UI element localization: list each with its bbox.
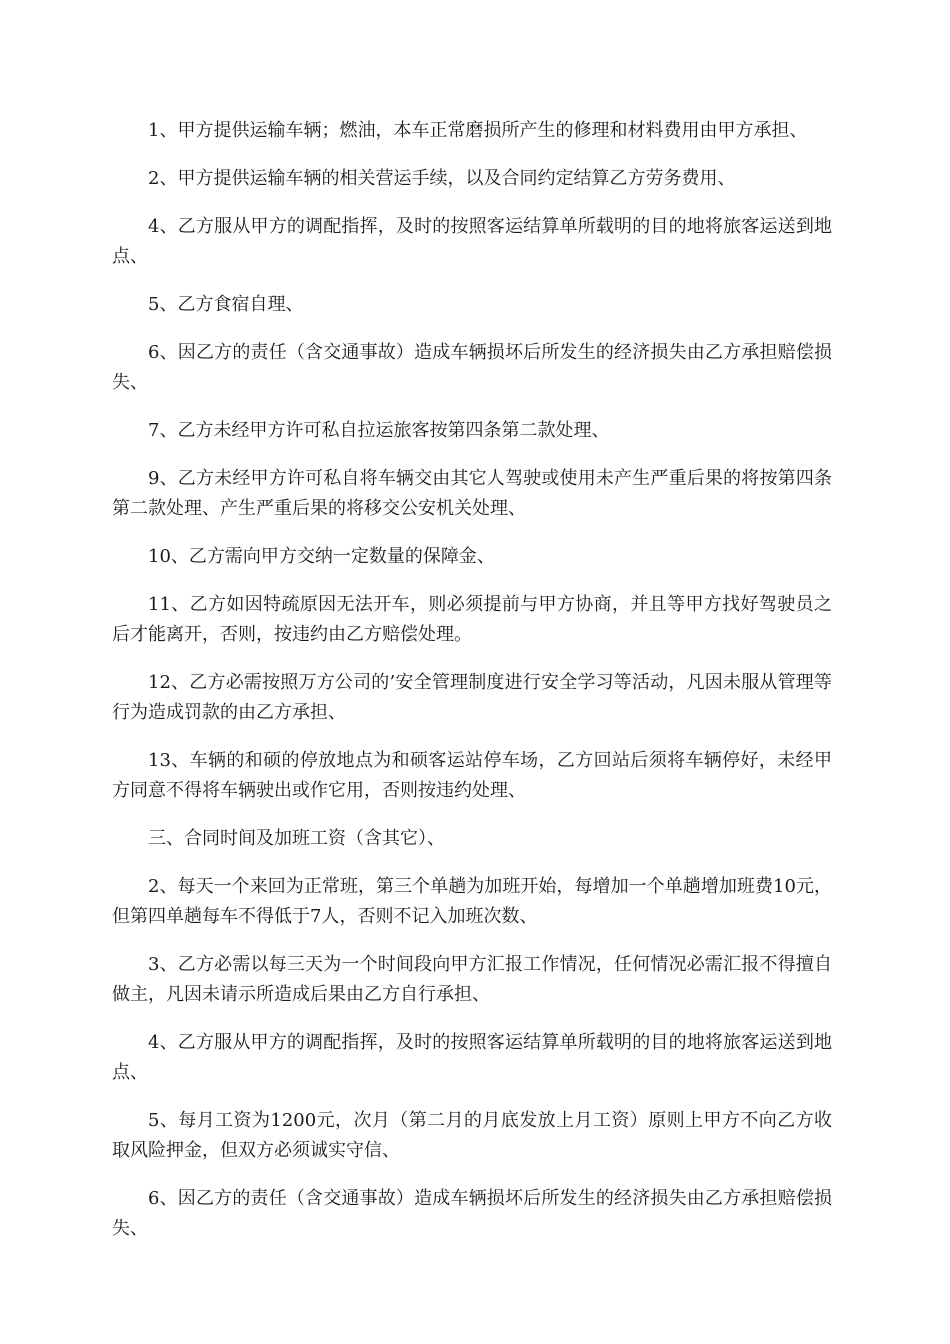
paragraph-6: 7、乙方未经甲方许可私自拉运旅客按第四条第二款处理、 — [148, 420, 610, 441]
paragraph-13: 2、每天一个来回为正常班，第三个单趟为加班开始，每增加一个单趟增加班费10元，但第四单趟每车不得低于7人，否则不记入加班次数、 — [112, 876, 832, 927]
paragraph-1: 1、甲方提供运输车辆；燃油，本车正常磨损所产生的修理和材料费用由甲方承担、 — [148, 120, 808, 141]
paragraph-17: 6、因乙方的责任（含交通事故）造成车辆损坏后所发生的经济损失由乙方承担赔偿损失、 — [112, 1188, 832, 1239]
paragraph-15: 4、乙方服从甲方的调配指挥，及时的按照客运结算单所载明的目的地将旅客运送到地点、 — [112, 1032, 832, 1083]
paragraph-10: 12、乙方必需按照万方公司的’安全管理制度进行安全学习等活动，凡因未服从管理等行为造成罚款的由乙方承担、 — [112, 672, 832, 723]
section-heading: 三、合同时间及加班工资（含其它）、 — [148, 828, 445, 849]
paragraph-7: 9、乙方未经甲方许可私自将车辆交由其它人驾驶或使用未产生严重后果的将按第四条第二款处理、产生严重后果的将移交公安机关处理、 — [112, 468, 832, 519]
paragraph-3: 4、乙方服从甲方的调配指挥，及时的按照客运结算单所载明的目的地将旅客运送到地点、 — [112, 216, 832, 267]
paragraph-2: 2、甲方提供运输车辆的相关营运手续，以及合同约定结算乙方劳务费用、 — [148, 168, 736, 189]
paragraph-14: 3、乙方必需以每三天为一个时间段向甲方汇报工作情况，任何情况必需汇报不得擅自做主，凡因未请示所造成后果由乙方自行承担、 — [112, 954, 832, 1005]
paragraph-8: 10、乙方需向甲方交纳一定数量的保障金、 — [148, 546, 495, 567]
paragraph-16: 5、每月工资为1200元，次月（第二月的月底发放上月工资）原则上甲方不向乙方收取风险押金，但双方必须诚实守信、 — [112, 1110, 832, 1161]
paragraph-4: 5、乙方食宿自理、 — [148, 294, 304, 315]
paragraph-5: 6、因乙方的责任（含交通事故）造成车辆损坏后所发生的经济损失由乙方承担赔偿损失、 — [112, 342, 832, 393]
paragraph-11: 13、车辆的和硕的停放地点为和硕客运站停车场，乙方回站后须将车辆停好，未经甲方同意不得将车辆驶出或作它用，否则按违约处理、 — [112, 750, 832, 801]
paragraph-9: 11、乙方如因特疏原因无法开车，则必须提前与甲方协商，并且等甲方找好驾驶员之后才能离开，否则，按违约由乙方赔偿处理。 — [112, 594, 832, 645]
